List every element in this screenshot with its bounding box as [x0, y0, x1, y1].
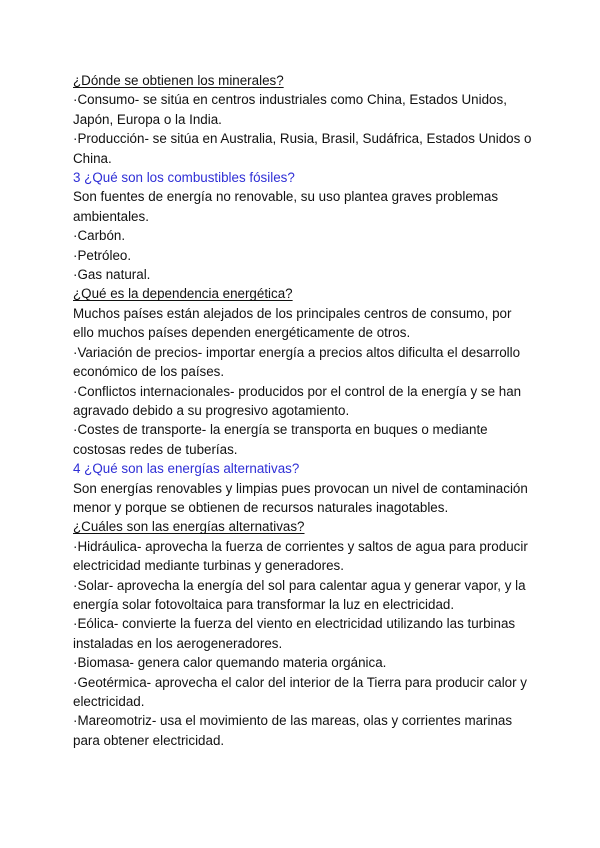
paragraph-mareomotriz: ·Mareomotriz- usa el movimiento de las mareas, olas y corrientes marinas para obtener electricidad. — [73, 713, 513, 748]
heading-dependencia-energetica: ¿Qué es la dependencia energética? — [73, 286, 293, 302]
heading-cuales-alternativas: ¿Cuáles son las energías alternativas? — [73, 519, 305, 535]
paragraph-eolica: ·Eólica- convierte la fuerza del viento en electricidad utilizando las turbinas instaladas en los aerogeneradores. — [73, 616, 516, 651]
paragraph-biomasa: ·Biomasa- genera calor quemando materia orgánica. — [73, 655, 387, 671]
paragraph-conflictos: ·Conflictos internacionales- producidos por el control de la energía y se han agravado debido a su progresivo agotamiento. — [73, 383, 522, 418]
document-content — [73, 71, 533, 750]
paragraph-consumo: ·Consumo- se sitúa en centros industriales como China, Estados Unidos, Japón, Europa o la India. — [73, 92, 507, 127]
list-item-gas-natural: ·Gas natural. — [73, 267, 151, 283]
paragraph-produccion: ·Producción- se sitúa en Australia, Rusia, Brasil, Sudáfrica, Estados Unidos o China. — [73, 131, 532, 166]
paragraph-hidraulica: ·Hidráulica- aprovecha la fuerza de corrientes y saltos de agua para producir electricidad mediante turbinas y generadores. — [73, 538, 528, 574]
heading-combustibles-fosiles: 3 ¿Qué son los combustibles fósiles? — [73, 170, 295, 186]
list-item-petroleo: ·Petróleo. — [73, 247, 132, 263]
paragraph-costes-transporte: ·Costes de transporte- la energía se transporta en buques o mediante costosas redes de tuberías. — [73, 422, 488, 457]
heading-minerales: ¿Dónde se obtienen los minerales? — [73, 73, 284, 88]
paragraph-solar: ·Solar- aprovecha la energía del sol para calentar agua y generar vapor, y la energía solar fotovoltaica para transformar la luz en electricidad. — [73, 577, 526, 612]
paragraph-variacion-precios: ·Variación de precios- importar energía a precios altos dificulta el desarrollo económico de los países. — [73, 344, 521, 380]
list-item-carbon: ·Carbón. — [73, 228, 126, 244]
paragraph-fuentes-no-renovables: Son fuentes de energía no renovable, su uso plantea graves problemas ambientales. — [73, 189, 499, 224]
paragraph-renovables-limpias: Son energías renovables y limpias pues provocan un nivel de contaminación menor y porque se obtienen de recursos naturales inagotables. — [73, 480, 528, 515]
paragraph-paises-alejados: Muchos países están alejados de los principales centros de consumo, por ello muchos países dependen energéticamente de otros. — [73, 305, 512, 341]
paragraph-geotermica: ·Geotérmica- aprovecha el calor del interior de la Tierra para producir calor y electricidad. — [73, 674, 527, 709]
heading-energias-alternativas: 4 ¿Qué son las energías alternativas? — [73, 461, 300, 477]
